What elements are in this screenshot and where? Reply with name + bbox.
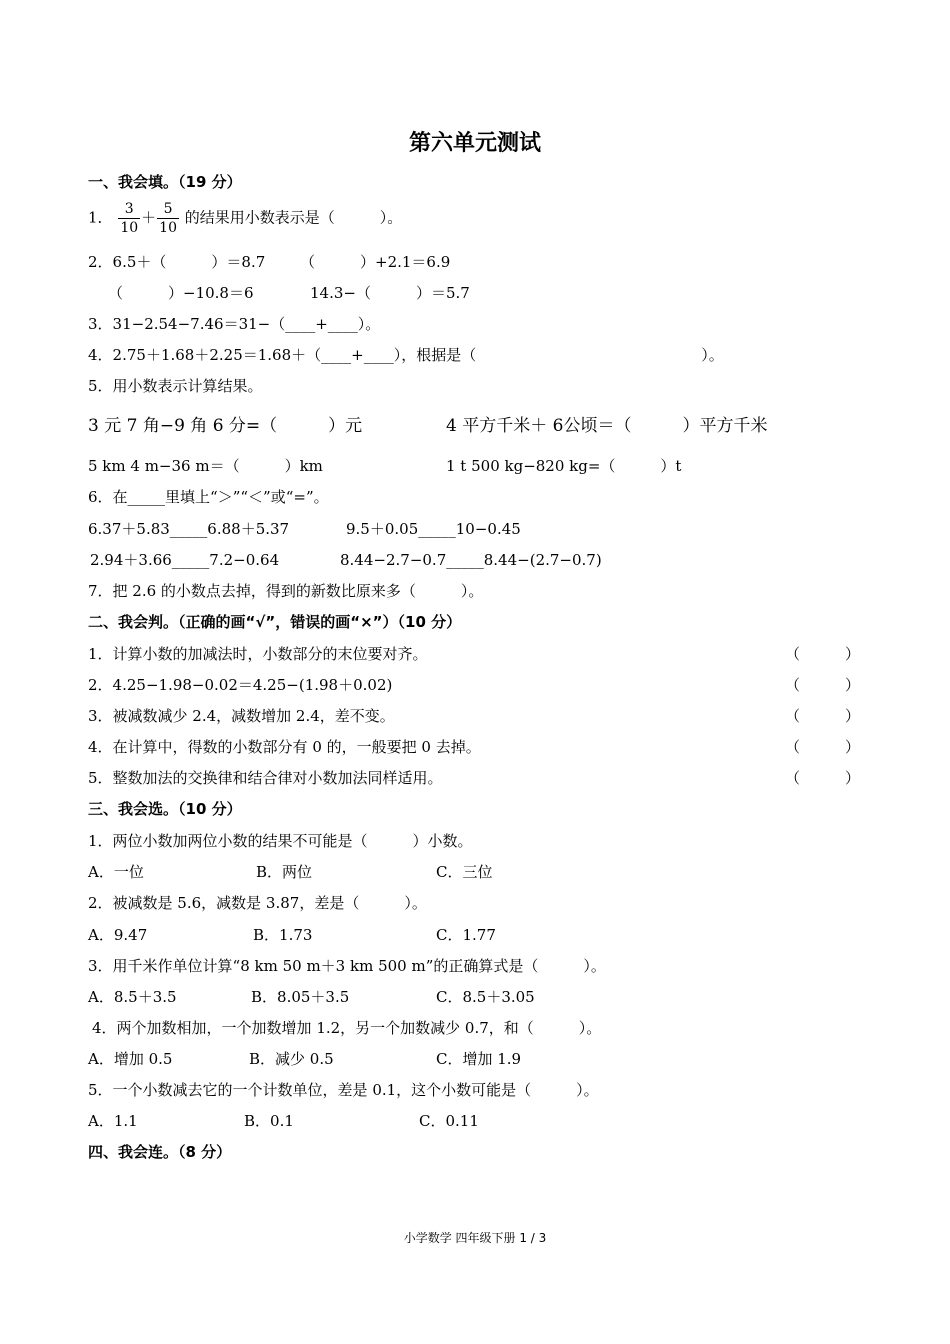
s3-q1-option-a[interactable]: A．一位	[88, 863, 144, 881]
plus-sign: ＋	[141, 208, 157, 227]
section-2-heading: 二、我会判。（正确的画“√”，错误的画“×”）（10 分）	[88, 613, 462, 631]
s1-q5b: 4 平方千米＋ 6公顷＝（ ）平方千米	[446, 416, 768, 436]
s1-q7: 7．把 2.6 的小数点去掉，得到的新数比原来多（ ）。	[88, 582, 484, 600]
s1-q2c: （ ）−10.8＝6	[108, 284, 254, 302]
s2-q3: 3．被减数减少 2.4，减数增加 2.4，差不变。	[88, 707, 395, 725]
s2-q1: 1．计算小数的加减法时，小数部分的末位要对齐。	[88, 645, 428, 663]
s2-q3-answer-bracket[interactable]: （ ）	[785, 707, 861, 725]
fraction-denominator: 10	[120, 220, 139, 236]
fraction-3-10	[118, 200, 140, 237]
section-3-heading: 三、我会选。（10 分）	[88, 800, 242, 818]
s2-q1-answer-bracket[interactable]: （ ）	[785, 645, 861, 663]
s3-q3: 3．用千米作单位计算“8 km 50 m＋3 km 500 m”的正确算式是（ ）。	[88, 957, 606, 975]
section-1-heading: 一、我会填。（19 分）	[88, 173, 242, 191]
s2-q4: 4．在计算中，得数的小数部分有 0 的，一般要把 0 去掉。	[88, 738, 481, 756]
s3-q1-option-b[interactable]: B．两位	[256, 863, 313, 881]
s3-q2-option-a[interactable]: A．9.47	[88, 926, 148, 944]
s1-q6d: 8.44−2.7−0.7_____8.44−(2.7−0.7)	[340, 551, 602, 569]
fraction-denominator: 10	[159, 220, 177, 236]
s3-q1-option-c[interactable]: C．三位	[436, 863, 493, 881]
s2-q2-answer-bracket[interactable]: （ ）	[785, 676, 861, 694]
s2-q2: 2．4.25−1.98−0.02＝4.25−(1.98＋0.02)	[88, 676, 393, 694]
s1-q6a: 6.37＋5.83_____6.88＋5.37	[88, 520, 290, 538]
s3-q4: 4．两个加数相加，一个加数增加 1.2，另一个加数减少 0.7，和（ ）。	[92, 1019, 602, 1037]
s2-q5-answer-bracket[interactable]: （ ）	[785, 769, 861, 787]
section-4-heading: 四、我会连。（8 分）	[88, 1143, 232, 1161]
s1-q4: 4．2.75＋1.68＋2.25＝1.68＋（____+____），根据是（ ）。	[88, 346, 724, 364]
s2-q5: 5．整数加法的交换律和结合律对小数加法同样适用。	[88, 769, 443, 787]
s3-q5-option-b[interactable]: B．0.1	[244, 1112, 294, 1130]
s3-q5: 5．一个小数减去它的一个计数单位，差是 0.1，这个小数可能是（ ）。	[88, 1081, 599, 1099]
s1-q2b: （ ）+2.1＝6.9	[300, 253, 451, 271]
s1-q6: 6．在_____里填上“＞”“＜”或“=”。	[88, 488, 329, 506]
s1-q1	[88, 200, 402, 237]
s1-q6b: 9.5＋0.05_____10−0.45	[346, 520, 521, 538]
s1-q6c: 2.94＋3.66_____7.2−0.64	[90, 551, 280, 569]
s1-q1-suffix: 的结果用小数表示是（ ）。	[184, 208, 403, 227]
fraction-numerator: 5	[157, 200, 179, 219]
s1-q2d: 14.3−（ ）＝5.7	[310, 284, 470, 302]
s1-q5c: 5 km 4 m−36 m＝（ ）km	[88, 457, 323, 475]
s2-q4-answer-bracket[interactable]: （ ）	[785, 738, 861, 756]
s1-q2a: 2．6.5＋（ ）＝8.7	[88, 253, 266, 271]
s3-q3-option-a[interactable]: A．8.5＋3.5	[88, 988, 177, 1006]
s3-q5-option-a[interactable]: A．1.1	[88, 1112, 138, 1130]
s1-q1-prefix: 1．	[88, 208, 113, 227]
s1-q3: 3．31−2.54−7.46＝31−（____+____）。	[88, 315, 381, 333]
s3-q2-option-c[interactable]: C．1.77	[436, 926, 496, 944]
s3-q4-option-a[interactable]: A．增加 0.5	[88, 1050, 173, 1068]
page-title: 第六单元测试	[408, 131, 541, 156]
s3-q2-option-b[interactable]: B．1.73	[253, 926, 313, 944]
s1-q5: 5．用小数表示计算结果。	[88, 377, 263, 395]
fraction-5-10	[157, 200, 179, 237]
page-footer: 小学数学 四年级下册 1 / 3	[403, 1231, 547, 1245]
s3-q5-option-c[interactable]: C．0.11	[419, 1112, 479, 1130]
s3-q3-option-c[interactable]: C．8.5＋3.05	[436, 988, 535, 1006]
s3-q1: 1．两位小数加两位小数的结果不可能是（ ）小数。	[88, 832, 473, 850]
fraction-numerator: 3	[118, 200, 140, 219]
s3-q2: 2．被减数是 5.6，减数是 3.87，差是（ ）。	[88, 894, 427, 912]
s3-q3-option-b[interactable]: B．8.05＋3.5	[251, 988, 350, 1006]
s1-q5d: 1 t 500 kg−820 kg=（ ）t	[446, 457, 682, 475]
s1-q5a: 3 元 7 角−9 角 6 分=（ ）元	[88, 416, 363, 436]
s3-q4-option-c[interactable]: C．增加 1.9	[436, 1050, 522, 1068]
s3-q4-option-b[interactable]: B．减少 0.5	[249, 1050, 334, 1068]
